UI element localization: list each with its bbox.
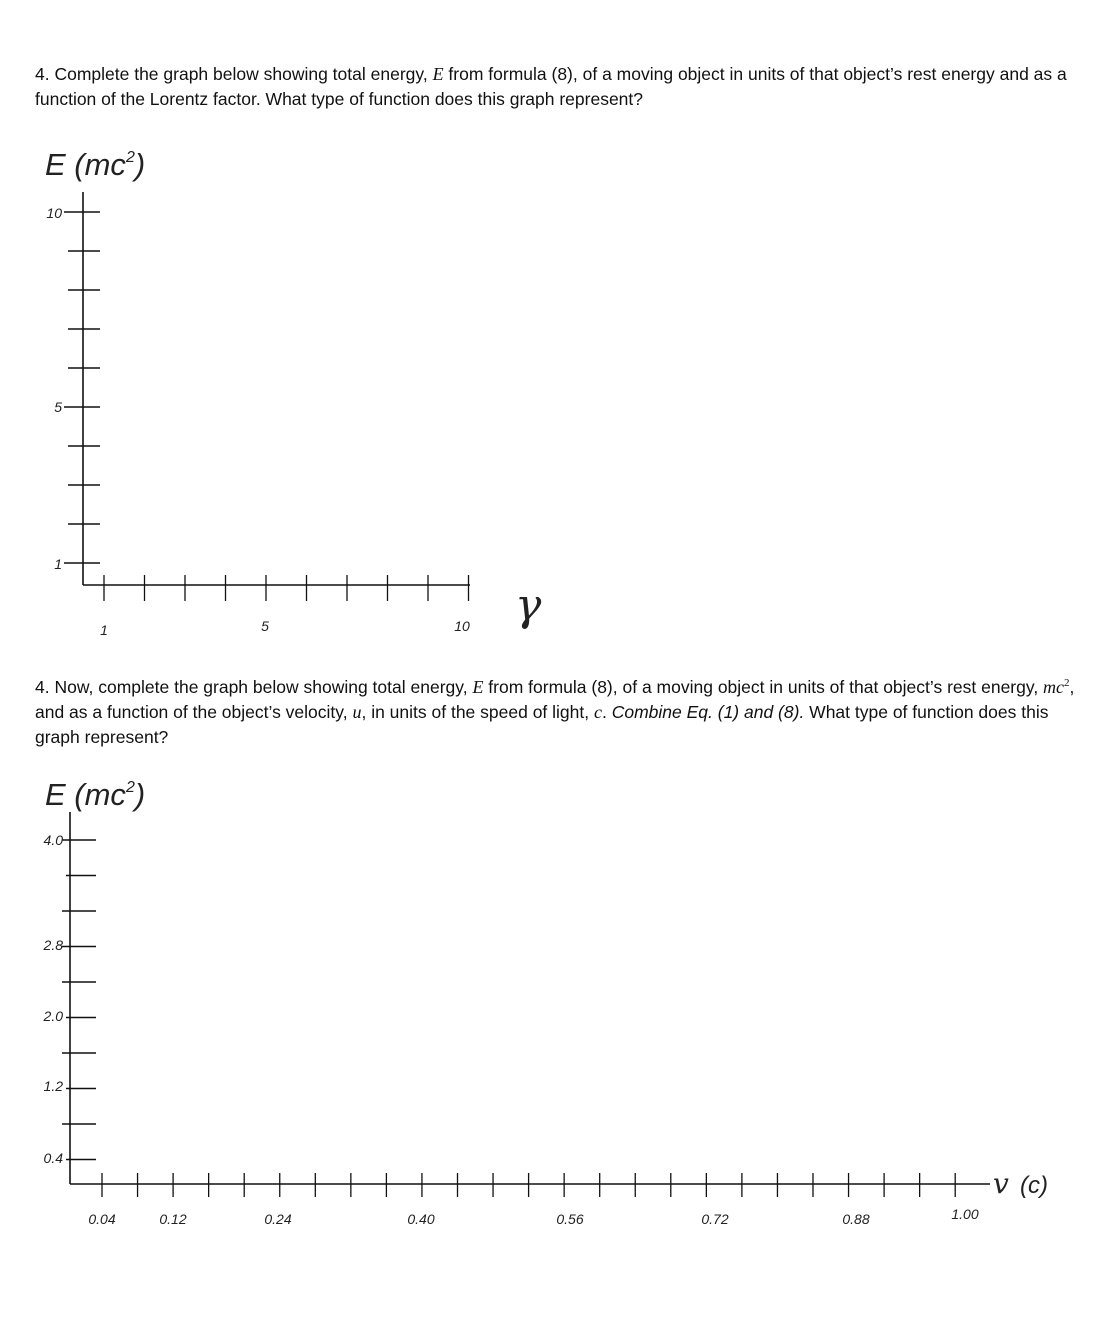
q2-var-u: u xyxy=(352,702,362,722)
graph2-x-tick-label: 0.24 xyxy=(264,1211,292,1227)
q2-part5: . xyxy=(601,702,612,722)
graph1-x-axis-symbol-gamma: γ xyxy=(515,580,542,631)
q2-intro: 4. Now, complete the graph below showing total energy, xyxy=(35,677,473,697)
graph1-x-tick-label: 5 xyxy=(261,618,269,634)
graph1-y-tick-label: 1 xyxy=(54,556,62,572)
graph2-y-tick-label: 2.0 xyxy=(43,1008,63,1024)
graph2-x-tick-label: 0.04 xyxy=(88,1211,116,1227)
graph2-x-tick-label: 0.56 xyxy=(556,1211,584,1227)
graph2-x-axis-symbol-v: v xyxy=(993,1167,1009,1200)
q2-mc-base: mc xyxy=(1043,677,1065,697)
graph2-y-tick-label: 4.0 xyxy=(43,832,63,848)
q2-var-e: E xyxy=(472,677,484,697)
graph2-x-tick-label: 0.12 xyxy=(159,1211,187,1227)
graph1-y-tick-label: 5 xyxy=(54,399,62,415)
q2-mc-sup: 2 xyxy=(1064,677,1070,689)
graph-1 xyxy=(45,147,542,638)
graph2-x-tick-label: 0.88 xyxy=(842,1211,870,1227)
graph2-y-tick-label: 1.2 xyxy=(43,1078,63,1094)
graph2-x-axis-unit: (c) xyxy=(1020,1172,1048,1199)
q1-var-e: E xyxy=(432,64,444,84)
graph1-y-tick-label: 10 xyxy=(46,205,62,221)
graph1-x-tick-label: 1 xyxy=(100,622,108,638)
q2-var-c: c xyxy=(593,702,602,722)
q1-rest: from formula (8), of a moving object in units of that object’s rest energy and as a function of the Lorentz factor. What type of function does this graph represent? xyxy=(35,64,1067,109)
q2-part3: , and as a function of the object’s velocity, xyxy=(35,677,1075,722)
graph2-axes xyxy=(70,812,990,1184)
q1-intro: 4. Complete the graph below showing total energy, xyxy=(35,64,433,84)
graph2-x-tick-marks xyxy=(102,1173,955,1197)
q2-part6: What type of function does this graph represent? xyxy=(35,702,1049,747)
graph2-y-tick-label: 0.4 xyxy=(43,1150,63,1166)
graph1-axes xyxy=(83,192,470,585)
q2-part4: , in units of the speed of light, xyxy=(361,702,594,722)
graph1-x-tick-marks xyxy=(104,575,469,601)
graph2-x-tick-label: 0.40 xyxy=(407,1211,435,1227)
graph1-y-tick-marks xyxy=(64,212,100,563)
graph1-y-axis-label: E $(mc^2)$ xyxy=(45,147,146,182)
graph2-y-tick-marks xyxy=(62,840,96,1160)
graph2-y-tick-label: 2.8 xyxy=(43,937,63,953)
graph-2 xyxy=(43,777,1048,1227)
q2-part2: from formula (8), of a moving object in units of that object’s rest energy, xyxy=(483,677,1044,697)
graph2-y-axis-label: E $(mc^2)$ xyxy=(45,777,146,812)
graph1-x-tick-label: 10 xyxy=(454,618,470,634)
graph2-x-tick-label: 1.00 xyxy=(951,1206,979,1222)
graph2-x-tick-label: 0.72 xyxy=(701,1211,729,1227)
q2-italic-note: Combine Eq. (1) and (8). xyxy=(611,702,805,722)
